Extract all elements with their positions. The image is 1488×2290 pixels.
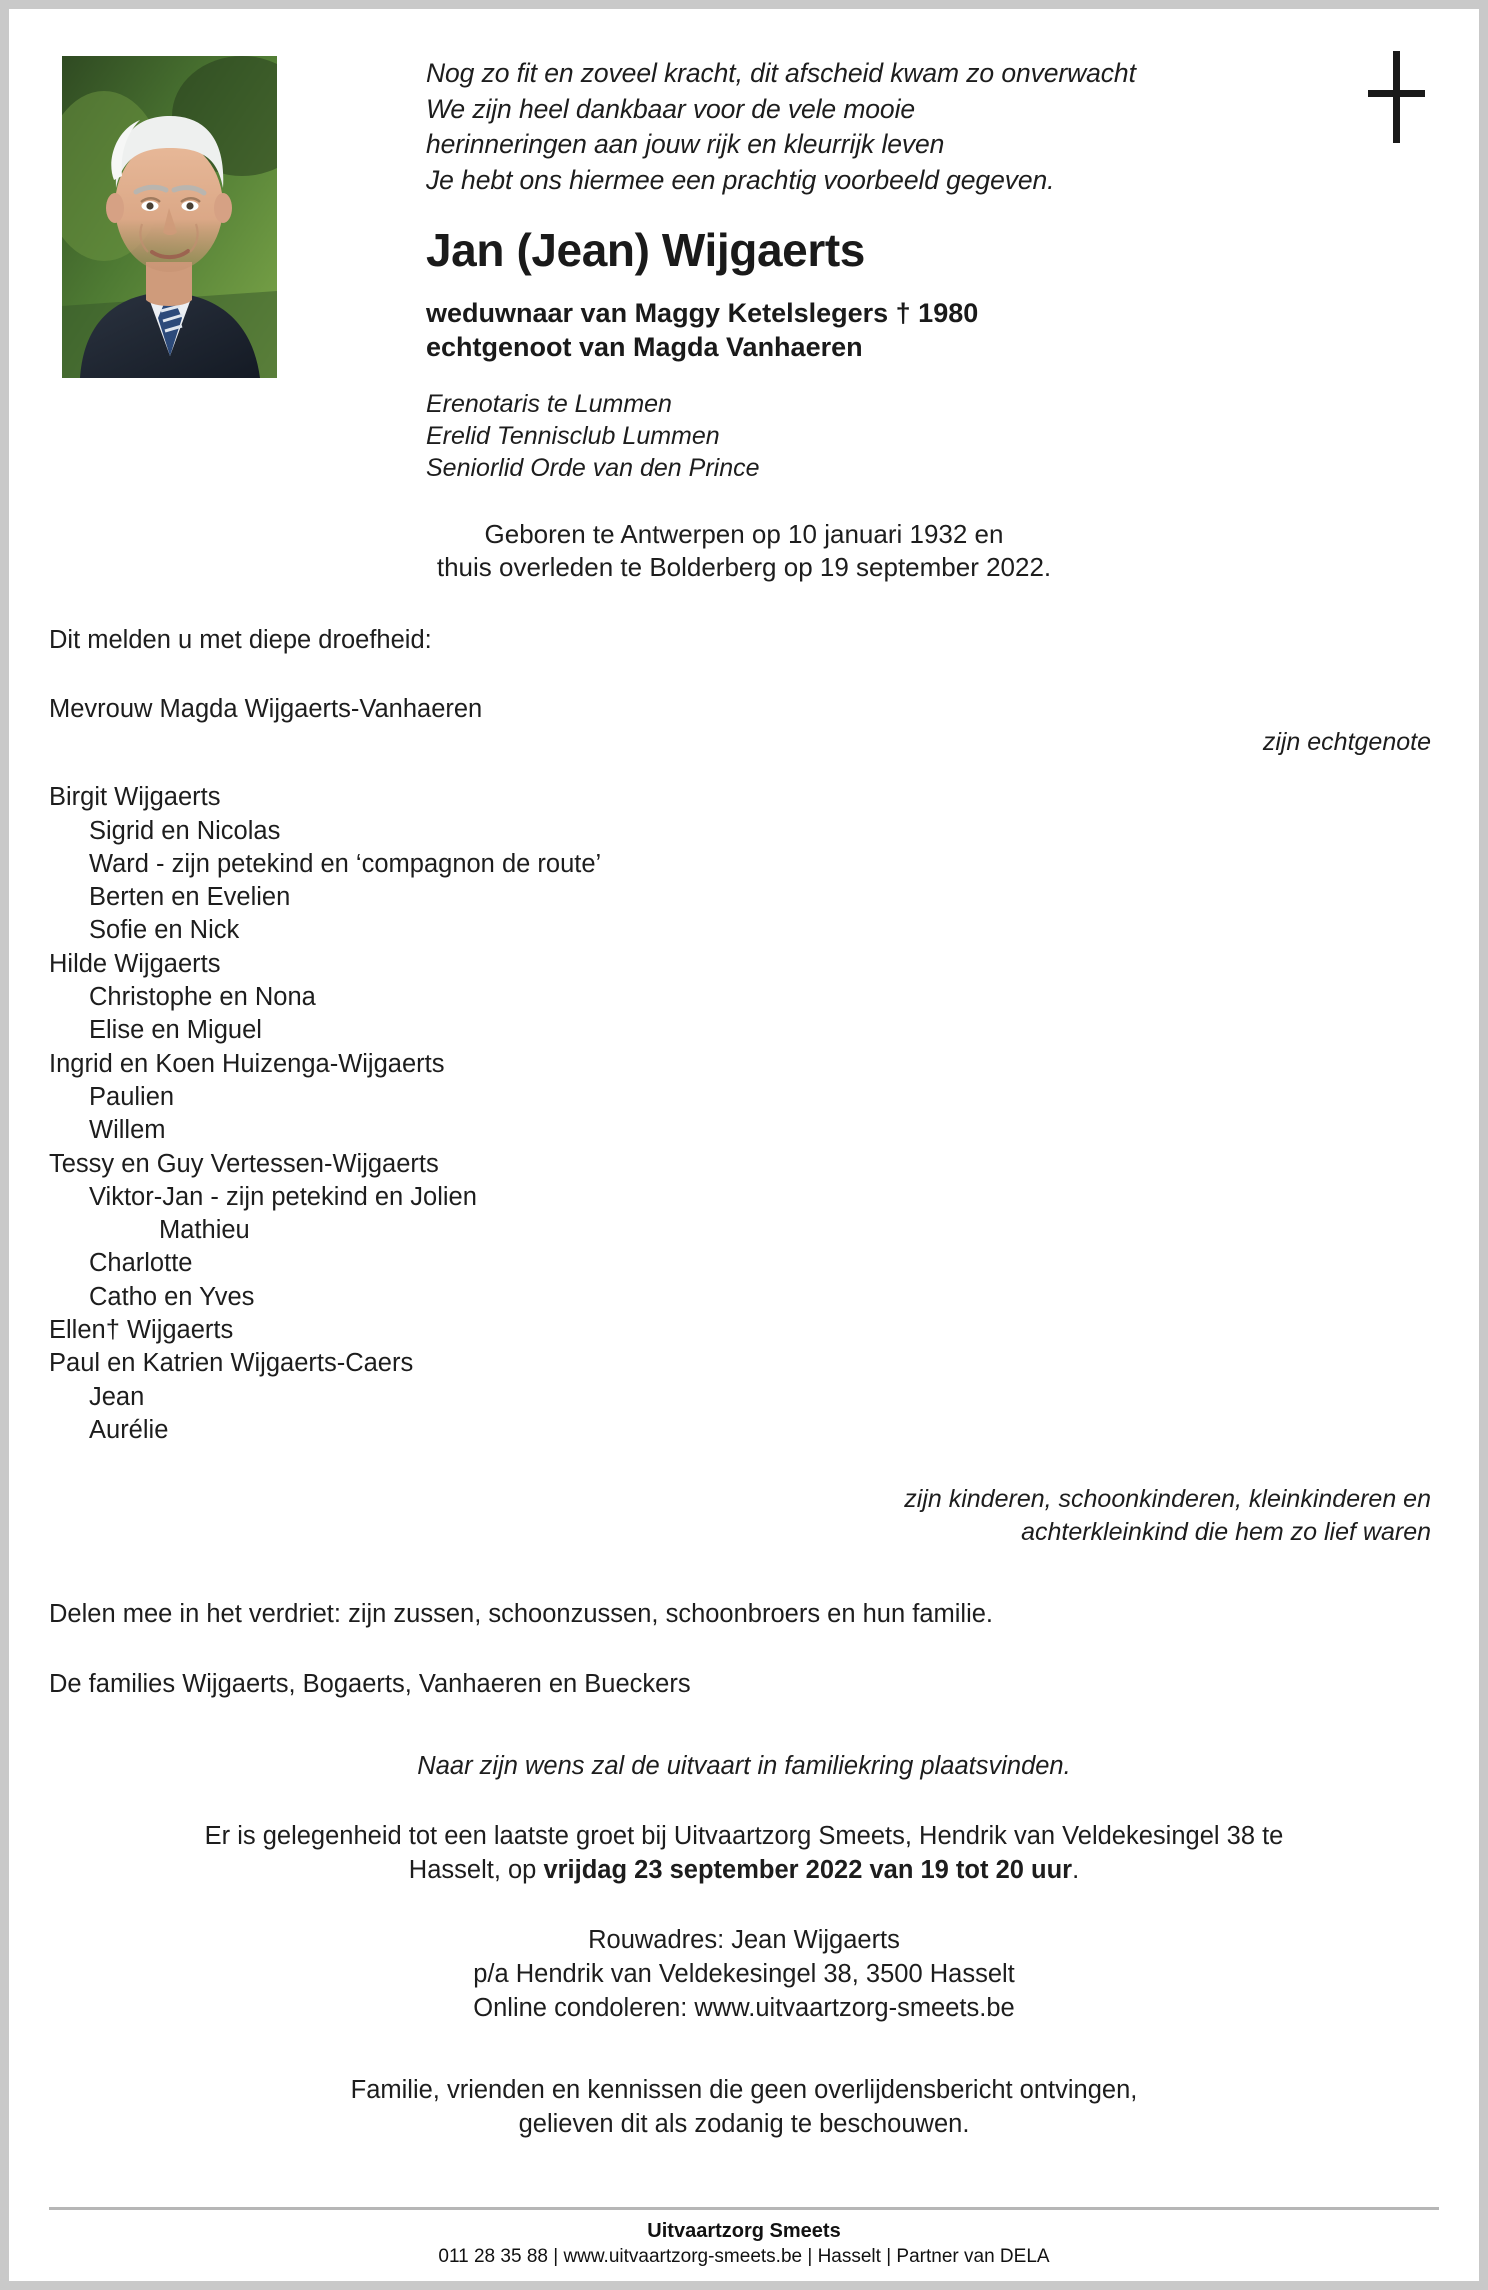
deceased-name: Jan (Jean) Wijgaerts — [426, 224, 865, 276]
list-item: Paul en Katrien Wijgaerts-Caers — [49, 1349, 414, 1378]
announcement-section — [9, 624, 1479, 2141]
list-item: Birgit Wijgaerts — [49, 783, 221, 812]
family-list — [49, 781, 1439, 1447]
spacer — [49, 2025, 1439, 2073]
spacer — [49, 1631, 1439, 1667]
spouse-info — [426, 296, 1329, 364]
list-item: Ellen† Wijgaerts — [49, 1316, 234, 1345]
widow-name: Mevrouw Magda Wijgaerts-Vanhaeren — [49, 695, 483, 724]
header-section — [9, 9, 1479, 584]
spouse-line-widower: weduwnaar van Maggy Ketelslegers † 1980 — [426, 298, 979, 329]
death-line: thuis overleden te Bolderberg op 19 september 2022. — [436, 552, 1052, 583]
footer-divider — [49, 2207, 1439, 2210]
address-line-2: p/a Hendrik van Veldekesingel 38, 3500 Hasselt — [473, 1960, 1015, 1989]
spacer — [49, 1447, 1439, 1483]
private-funeral-note: Naar zijn wens zal de uitvaart in familiekring plaatsvinden. — [417, 1752, 1071, 1781]
list-item: Catho en Yves — [89, 1282, 255, 1311]
widow-role-label: zijn echtgenote — [1262, 728, 1431, 757]
list-item: Jean — [89, 1382, 145, 1411]
children-role-line-1: zijn kinderen, schoonkinderen, kleinkinderen en — [904, 1485, 1431, 1514]
portrait-photo — [62, 56, 277, 378]
title-line: Seniorlid Orde van den Prince — [426, 454, 760, 483]
list-item: Mathieu — [159, 1216, 250, 1245]
announcement-intro: Dit melden u met diepe droefheid: — [49, 626, 432, 655]
birth-line: Geboren te Antwerpen op 10 januari 1932 en — [484, 519, 1004, 550]
poem-line: Nog zo fit en zoveel kracht, dit afscheid kwam zo onverwacht — [426, 58, 1136, 88]
list-item: Viktor-Jan - zijn petekind en Jolien — [89, 1182, 477, 1211]
visitation-prefix: Hasselt, op — [408, 1856, 544, 1885]
children-role-line-2: achterkleinkind die hem zo lief waren — [1021, 1518, 1431, 1547]
visitation-datetime: vrijdag 23 september 2022 van 19 tot 20 uur — [543, 1856, 1073, 1885]
spacer — [49, 1783, 1439, 1819]
list-item: Ward - zijn petekind en ‘compagnon de route’ — [89, 849, 602, 878]
spacer — [49, 1887, 1439, 1923]
list-item: Tessy en Guy Vertessen-Wijgaerts — [49, 1149, 439, 1178]
online-condolence-line[interactable]: Online condoleren: www.uitvaartzorg-smeets.be — [473, 1994, 1015, 2023]
list-item: Charlotte — [89, 1249, 193, 1278]
poem-line: herinneringen aan jouw rijk en kleurrijk leven — [426, 129, 945, 159]
card-inner — [9, 9, 1479, 2281]
condolence-line: Delen mee in het verdriet: zijn zussen, schoonzussen, schoonbroers en hun familie. — [49, 1600, 994, 1629]
list-item: Elise en Miguel — [89, 1016, 262, 1045]
funeral-home-details: 011 28 35 88 | www.uitvaartzorg-smeets.be | Hasselt | Partner van DELA — [438, 2246, 1050, 2267]
address-line-1: Rouwadres: Jean Wijgaerts — [588, 1926, 900, 1955]
title-line: Erenotaris te Lummen — [426, 390, 672, 419]
visitation-suffix: . — [1072, 1856, 1080, 1885]
list-item: Berten en Evelien — [89, 883, 291, 912]
list-item: Willem — [89, 1116, 166, 1145]
list-item: Aurélie — [89, 1415, 169, 1444]
notice-line-1: Familie, vrienden en kennissen die geen overlijdensbericht ontvingen, — [350, 2076, 1138, 2105]
mourning-address — [49, 1923, 1439, 2025]
list-item: Sofie en Nick — [89, 916, 240, 945]
visitation-line-1: Er is gelegenheid tot een laatste groet bij Uitvaartzorg Smeets, Hendrik van Veldekesingel 38 te — [204, 1822, 1284, 1851]
general-notice — [49, 2073, 1439, 2141]
visitation-info — [49, 1819, 1439, 1887]
list-item: Christophe en Nona — [89, 983, 316, 1012]
spacer — [49, 1701, 1439, 1749]
children-role-label — [49, 1483, 1439, 1549]
notice-line-2: gelieven dit als zodanig te beschouwen. — [518, 2110, 970, 2139]
list-item: Paulien — [89, 1082, 175, 1111]
portrait-illustration — [62, 56, 277, 378]
list-item: Hilde Wijgaerts — [49, 949, 221, 978]
headline-block — [426, 56, 1329, 484]
list-item: Ingrid en Koen Huizenga-Wijgaerts — [49, 1049, 445, 1078]
spacer — [49, 657, 1439, 693]
spouse-line-husband: echtgenoot van Magda Vanhaeren — [426, 332, 863, 363]
spacer — [49, 1549, 1439, 1597]
memorial-poem — [426, 56, 1329, 198]
cross-horizontal-bar — [1368, 90, 1425, 97]
title-line: Erelid Tennisclub Lummen — [426, 422, 720, 451]
list-item: Sigrid en Nicolas — [89, 816, 281, 845]
honorific-titles — [426, 388, 1329, 484]
poem-line: We zijn heel dankbaar voor de vele mooie — [426, 93, 915, 124]
cross-vertical-bar — [1393, 51, 1400, 143]
families-line: De families Wijgaerts, Bogaerts, Vanhaeren en Bueckers — [49, 1670, 691, 1699]
birth-death-dates — [9, 518, 1479, 584]
visitation-line-2 — [49, 1853, 1439, 1887]
funeral-home-name: Uitvaartzorg Smeets — [647, 2220, 841, 2242]
footer — [9, 2207, 1479, 2281]
christian-cross-icon — [1365, 51, 1427, 143]
poem-line: Je hebt ons hiermee een prachtig voorbeeld gegeven. — [426, 164, 1055, 195]
